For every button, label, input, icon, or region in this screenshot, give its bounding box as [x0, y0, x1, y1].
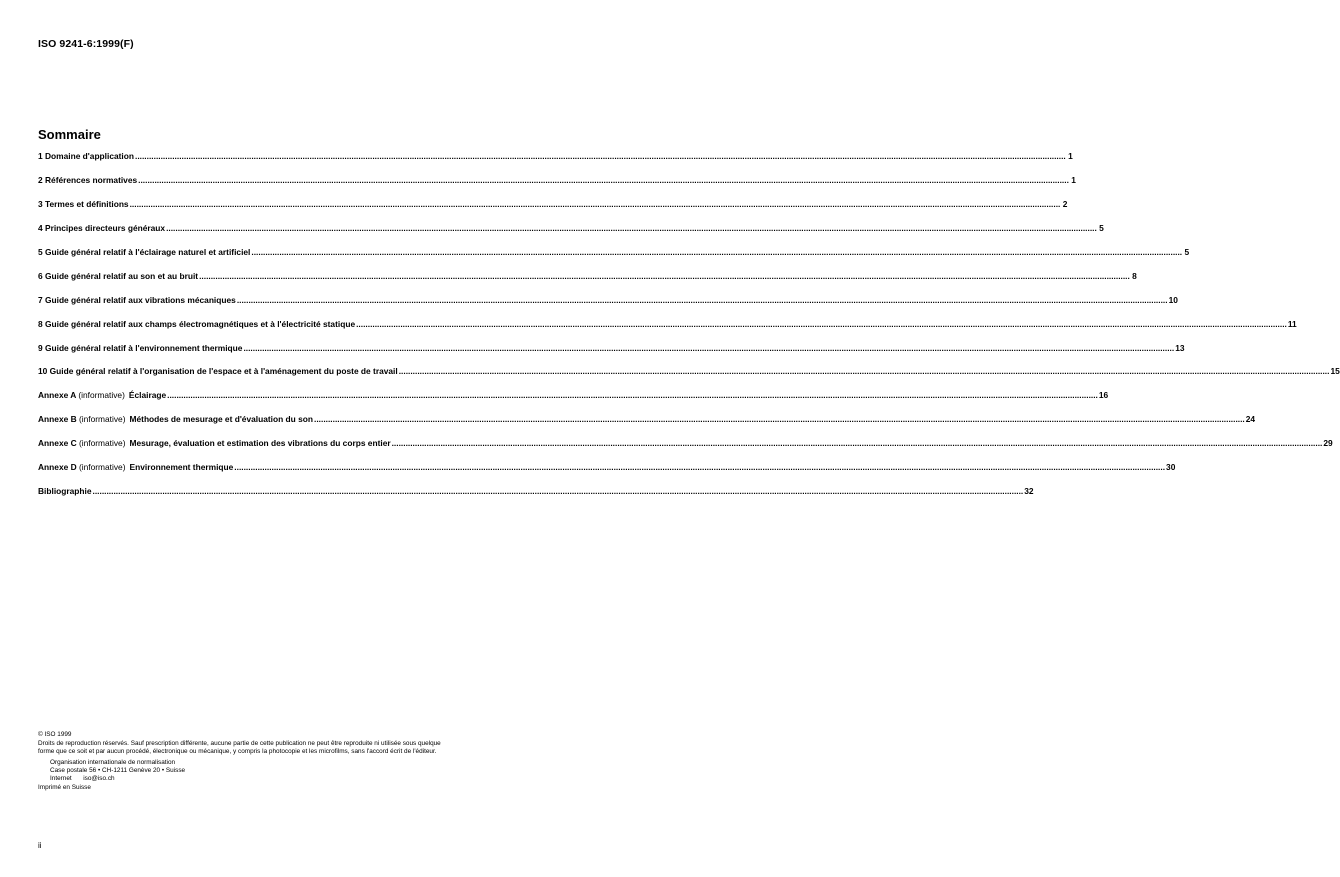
- toc-entry-label: [38, 271, 198, 281]
- page-title: Sommaire: [38, 127, 101, 142]
- toc-entry-title: Mesurage, évaluation et estimation des vibrations du corps entier: [129, 438, 391, 449]
- toc-page-number: 5: [1099, 222, 1104, 233]
- toc-entry-label: [38, 414, 313, 424]
- toc-page-number: 10: [1168, 294, 1178, 305]
- toc-leader-dots: ................................................................................................................................................................................................................................................................................................................................................................................................................: [129, 198, 1061, 209]
- toc-entry[interactable]: [38, 198, 1068, 223]
- toc-page-number: 30: [1166, 462, 1176, 473]
- annex-informative-tag: (informative): [78, 414, 126, 425]
- toc-page-number: 5: [1184, 246, 1190, 257]
- toc-entry-label: [38, 438, 391, 448]
- toc-entry[interactable]: [38, 366, 1340, 390]
- toc-leader-dots: ................................................................................................................................................................................................................................................................................................................................................................................................................: [251, 246, 1183, 257]
- rights-line-1: Droits de reproduction réservés. Sauf prescription différente, aucune partie de cette publication ne peut être reproduite ni utilisée sous quelque: [38, 740, 441, 748]
- toc-entry[interactable]: [38, 414, 1256, 438]
- toc-entry[interactable]: [38, 222, 1104, 247]
- toc-entry-label: [38, 175, 137, 185]
- toc-entry-title: 2 Références normatives: [38, 174, 138, 185]
- toc-entry-title: 3 Termes et définitions: [38, 198, 129, 209]
- toc-leader-dots: ................................................................................................................................................................................................................................................................................................................................................................................................................: [236, 294, 1168, 305]
- toc-leader-dots: ................................................................................................................................................................................................................................................................................................................................................................................................................: [391, 438, 1323, 449]
- printed-in: Imprimé en Suisse: [38, 784, 91, 792]
- toc-entry[interactable]: [38, 174, 1076, 199]
- toc-entry-label: [38, 223, 165, 233]
- toc-entry-title: 1 Domaine d'application: [38, 151, 134, 161]
- toc-page-number: 13: [1175, 342, 1185, 353]
- toc-entry-title: 4 Principes directeurs généraux: [38, 222, 166, 233]
- internet-label: Internet: [50, 775, 72, 783]
- internet-email-link[interactable]: iso@iso.ch: [83, 775, 115, 783]
- toc-entry-title: 9 Guide général relatif à l'environnement thermique: [38, 342, 243, 353]
- toc-leader-dots: ................................................................................................................................................................................................................................................................................................................................................................................................................: [92, 486, 1024, 497]
- toc-entry[interactable]: [38, 486, 1034, 510]
- toc-entry-label: [38, 151, 134, 161]
- toc-entry[interactable]: [38, 246, 1190, 271]
- toc-entry-label: [38, 343, 242, 353]
- toc-page-number: 1: [1071, 174, 1076, 185]
- toc-entry[interactable]: [38, 294, 1178, 319]
- toc-page-number: 24: [1245, 414, 1256, 425]
- toc-entry[interactable]: [38, 270, 1137, 295]
- toc-entry[interactable]: [38, 151, 1073, 175]
- toc-entry[interactable]: [38, 462, 1176, 486]
- annex-prefix: Annexe A: [38, 390, 77, 401]
- table-of-contents: [38, 151, 1340, 510]
- toc-entry-label: [38, 366, 398, 376]
- document-id-header: ISO 9241-6:1999(F): [38, 38, 134, 50]
- toc-entry-label: [38, 199, 129, 209]
- toc-entry-title: 5 Guide général relatif à l'éclairage naturel et artificiel: [38, 246, 251, 257]
- toc-entry-title: 10 Guide général relatif à l'organisation de l'espace et à l'aménagement du poste de travail: [38, 366, 398, 377]
- toc-page-number: 32: [1024, 486, 1034, 497]
- annex-prefix: Annexe B: [38, 414, 77, 425]
- toc-page-number: 8: [1132, 270, 1137, 281]
- toc-leader-dots: ................................................................................................................................................................................................................................................................................................................................................................................................................: [356, 318, 1287, 329]
- toc-page-number: 16: [1098, 390, 1109, 401]
- toc-entry-title: 8 Guide général relatif aux champs électromagnétiques et à l'électricité statique: [38, 318, 356, 329]
- toc-page-number: 15: [1330, 366, 1340, 377]
- toc-leader-dots: ................................................................................................................................................................................................................................................................................................................................................................................................................: [138, 174, 1069, 185]
- toc-page-number: 29: [1323, 438, 1333, 449]
- toc-entry-label: [38, 319, 355, 329]
- toc-entry[interactable]: [38, 318, 1297, 343]
- page-number: ii: [38, 841, 42, 850]
- annex-prefix: Annexe D: [38, 462, 77, 473]
- toc-entry[interactable]: [38, 390, 1109, 414]
- annex-informative-tag: (informative): [78, 390, 125, 401]
- rights-line-2: forme que ce soit et par aucun procédé, électronique ou mécanique, y compris la photocopie et les microfilms, sans l'accord écrit de l'éditeur.: [38, 748, 437, 756]
- organization-name: Organisation internationale de normalisation: [50, 758, 176, 766]
- toc-entry-title: 7 Guide général relatif aux vibrations mécaniques: [38, 294, 236, 305]
- toc-entry-label: [38, 462, 233, 472]
- organization-internet: [38, 775, 578, 783]
- toc-leader-dots: ................................................................................................................................................................................................................................................................................................................................................................................................................: [398, 366, 1330, 377]
- toc-entry-label: [38, 295, 236, 305]
- organization-address: Case postale 56 • CH-1211 Genève 20 • Suisse: [50, 766, 186, 774]
- toc-page-number: 2: [1062, 198, 1068, 209]
- toc-leader-dots: ................................................................................................................................................................................................................................................................................................................................................................................................................: [234, 462, 1166, 473]
- toc-page-number: 11: [1287, 318, 1297, 329]
- toc-entry-label: [38, 390, 166, 400]
- toc-entry-title: Environnement thermique: [129, 462, 234, 473]
- toc-entry-title: 6 Guide général relatif au son et au bruit: [38, 270, 199, 281]
- annex-informative-tag: (informative): [78, 462, 126, 473]
- toc-leader-dots: ................................................................................................................................................................................................................................................................................................................................................................................................................: [314, 414, 1245, 425]
- toc-entry-label: [38, 247, 250, 257]
- toc-leader-dots: ................................................................................................................................................................................................................................................................................................................................................................................................................: [243, 342, 1175, 353]
- toc-leader-dots: ................................................................................................................................................................................................................................................................................................................................................................................................................: [199, 270, 1130, 281]
- toc-page-number: 1: [1068, 151, 1073, 161]
- toc-entry-title: Éclairage: [128, 390, 167, 401]
- toc-entry-title: Méthodes de mesurage et d'évaluation du son: [129, 414, 314, 425]
- toc-entry-label: [38, 486, 92, 496]
- toc-entry[interactable]: [38, 342, 1185, 367]
- annex-prefix: Annexe C: [38, 438, 77, 449]
- toc-entry-title: Bibliographie: [38, 486, 92, 497]
- copyright-footer: [38, 731, 578, 792]
- toc-leader-dots: ................................................................................................................................................................................................................................................................................................................................................................................................................: [135, 151, 1066, 161]
- toc-entry[interactable]: [38, 438, 1333, 462]
- toc-leader-dots: ................................................................................................................................................................................................................................................................................................................................................................................................................: [166, 222, 1097, 233]
- copyright-line: © ISO 1999: [38, 731, 72, 738]
- annex-informative-tag: (informative): [78, 438, 126, 449]
- toc-leader-dots: ................................................................................................................................................................................................................................................................................................................................................................................................................: [167, 390, 1098, 401]
